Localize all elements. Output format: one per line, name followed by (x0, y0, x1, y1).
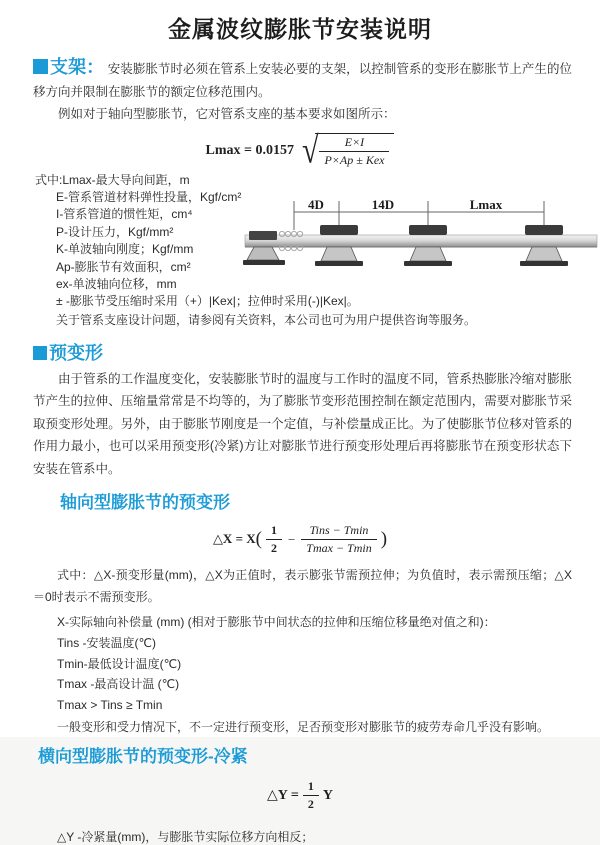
axial-subheading: 轴向型膨胀节的预变形 (60, 493, 230, 512)
support-section-heading (33, 57, 104, 77)
temperature-fraction (301, 523, 376, 556)
lateral-subheading: 横向型膨胀节的预变形-冷紧 (38, 746, 248, 766)
predeform-section-heading (33, 343, 600, 363)
dimension-label-14d: 14D (371, 197, 395, 212)
axial-note-text: 一般变形和受力情况下，不一定进行预变形，足否预变形对膨胀节的疲劳寿命几乎没有影响。 (57, 719, 550, 734)
one-half-fraction (303, 779, 319, 812)
lateral-note-text: △Y -冷紧量(mm)，与膨胀节实际位移方向相反； (57, 829, 314, 844)
one-half-fraction (266, 523, 282, 556)
dimension-label-lmax: Lmax (469, 197, 503, 212)
definition-item: Ap-膨胀节有效面积，cm² (56, 259, 191, 274)
fraction-denominator: 2 (307, 796, 314, 811)
temp-definition: Tins -安装温度(℃) (57, 635, 157, 650)
minus-operator: − (287, 531, 296, 547)
definition-item: E-管系管道材料弹性投量，Kgf/cm² (56, 189, 242, 204)
lmax-fraction (319, 135, 389, 168)
pipe (245, 235, 597, 247)
temp-definition: Tmax -最高设计温 (℃) (57, 677, 180, 692)
section-bullet-icon (33, 59, 48, 74)
fraction-numerator: Tins − Tmin (301, 523, 376, 540)
definition-item: I-管系管道的惯性矩，cm⁴ (56, 207, 193, 222)
pipe-support-diagram (243, 198, 600, 300)
sqrt-body (315, 133, 394, 168)
fraction-denominator: P×Ap ± Kex (324, 152, 385, 167)
sqrt-icon: √ (302, 129, 319, 171)
support-example-text: 例如对于轴向型膨胀节，它对管系支座的基本要求如图所示： (58, 107, 396, 121)
section-bullet-icon (33, 346, 47, 360)
definition-item: K-单波轴向刚度；Kgf/mm (56, 242, 194, 257)
fraction-numerator: 1 (266, 523, 282, 540)
axial-explain-text: 式中：△X-预变形量(mm)，△X为正值时，表示膨张节需预拉伸；为负值时，表示需预压缩；△X＝0时表示不需预变形。 (33, 568, 572, 604)
close-paren: ) (380, 528, 388, 550)
page-title: 金属波纹膨胀节安装说明 (168, 16, 432, 42)
temp-definition: Tmax > Tins ≥ Tmin (57, 698, 163, 713)
support-section (33, 58, 572, 103)
lmax-formula-lhs: Lmax = 0.0157 (205, 142, 294, 158)
fraction-denominator: Tmax − Tmin (306, 541, 372, 555)
dimension-label-4d: 4D (308, 197, 324, 212)
predeform-paragraph: 由于管系的工作温度变化，安装膨胀节时的温度与工作时的温度不同，管系热膨胀冷缩对膨胀节产生的拉伸、压缩量常常是不均等的，为了膨胀节变形范围控制在额定范围内，需要对膨胀节采取预变形处理。另外，由于膨胀节刚度是一个定值，与补偿量成正比。为了使膨胀节位移对管系的作用力最小，也可以采用预变形(冷紧)方让对膨胀节进行预变形处理后再将膨胀节在预变形状态下安装在管系中。 (33, 371, 572, 476)
support-heading-label: 支架： (50, 57, 105, 77)
support-intro-text: 安装膨胀节时必须在管系上安装必要的支架，以控制管系的变形在膨胀节上产生的位移方向并限制在膨胀节的额定位移范围内。 (33, 62, 572, 99)
lateral-formula (0, 779, 600, 812)
lateral-formula-lhs: △Y = (267, 788, 299, 804)
axial-x-definition: X-实际轴向补偿量 (mm) (相对于膨胀节中间状态的拉伸和压缩位移量绝对值之和)： (57, 615, 496, 629)
axial-formula-lhs: △X = X (212, 531, 256, 547)
definition-item: ex-单波轴向位移，mm (56, 276, 177, 291)
definition-item: 式中:Lmax-最大导向间距，m (35, 172, 190, 187)
fraction-numerator: 1 (303, 779, 319, 796)
axial-formula (0, 523, 600, 556)
lmax-formula (0, 129, 600, 171)
definition-item: 关于管系支座设计问题，请参阅有关资料，本公司也可为用户提供咨询等服务。 (56, 312, 477, 327)
definitions-and-diagram (35, 172, 600, 334)
definition-item: ± -膨胀节受压缩时采用（+）|Kex|；拉伸时采用(-)|Kex|。 (56, 294, 359, 309)
open-paren: ( (255, 528, 262, 550)
fraction-numerator: E×I (319, 135, 389, 152)
predeform-heading-label: 预变形 (49, 342, 103, 363)
temp-definition: Tmin-最低设计温度(℃) (57, 656, 182, 671)
lateral-formula-rhs: Y (322, 788, 333, 804)
fraction-denominator: 2 (270, 541, 277, 555)
definition-item: P-设计压力，Kgf/mm² (56, 224, 174, 239)
